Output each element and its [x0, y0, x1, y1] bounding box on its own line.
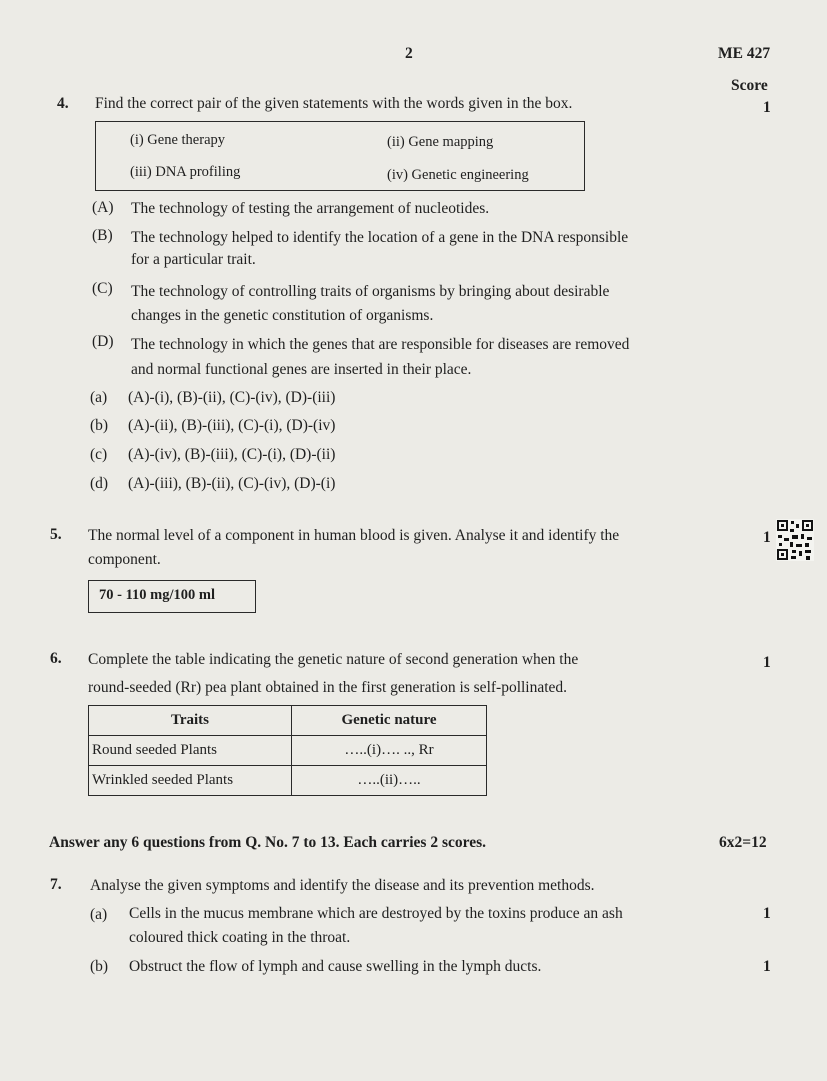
word-box-item: (iv) Genetic engineering — [387, 167, 529, 183]
option-label: (d) — [90, 475, 109, 492]
table-header-row — [89, 706, 487, 736]
part-text: Cells in the mucus membrane which are destroyed by the toxins produce an ash — [129, 905, 623, 922]
paper-code: ME 427 — [718, 45, 771, 62]
statement-text: The technology of testing the arrangement of nucleotides. — [131, 200, 490, 217]
option-label: (b) — [90, 417, 109, 434]
score-heading: Score — [731, 77, 768, 94]
word-box-item: (iii) DNA profiling — [130, 164, 241, 180]
statement-text: changes in the genetic constitution of organisms. — [131, 307, 434, 324]
part-text: Obstruct the flow of lymph and cause swelling in the lymph ducts. — [129, 958, 542, 975]
option-text: (A)-(iv), (B)-(iii), (C)-(i), (D)-(ii) — [128, 446, 336, 463]
blood-level-value: 70 - 110 mg/100 ml — [99, 587, 215, 603]
q7-number: 7. — [50, 876, 62, 893]
statement-label: (C) — [92, 280, 113, 297]
table-cell: Round seeded Plants — [89, 736, 292, 766]
q6-text-line: Complete the table indicating the genetic nature of second generation when the — [88, 651, 579, 668]
qr-code-icon — [776, 519, 814, 561]
option-text: (A)-(i), (B)-(ii), (C)-(iv), (D)-(iii) — [128, 389, 336, 406]
blood-level-box — [88, 580, 256, 613]
option-label: (c) — [90, 446, 108, 463]
part-text: coloured thick coating in the throat. — [129, 929, 351, 946]
table-cell: …..(ii)….. — [292, 766, 487, 796]
statement-text: The technology in which the genes that are responsible for diseases are removed — [131, 336, 630, 353]
word-box-item: (i) Gene therapy — [130, 132, 226, 148]
q5-score: 1 — [763, 529, 771, 546]
statement-text: for a particular trait. — [131, 251, 256, 268]
q6-number: 6. — [50, 650, 62, 667]
genetic-nature-table — [88, 705, 487, 796]
statement-text: The technology of controlling traits of organisms by bringing about desirable — [131, 283, 610, 300]
q5-text-line: The normal level of a component in human blood is given. Analyse it and identify the — [88, 527, 620, 544]
part-label: (b) — [90, 958, 109, 975]
q4-text: Find the correct pair of the given statements with the words given in the box. — [95, 95, 573, 112]
option-text: (A)-(ii), (B)-(iii), (C)-(i), (D)-(iv) — [128, 417, 336, 434]
q4-word-box — [95, 121, 585, 191]
table-header: Genetic nature — [292, 706, 487, 736]
option-label: (a) — [90, 389, 108, 406]
part-score: 1 — [763, 958, 771, 975]
part-label: (a) — [90, 906, 108, 923]
statement-label: (B) — [92, 227, 113, 244]
q5-text-line: component. — [88, 551, 161, 568]
option-text: (A)-(iii), (B)-(ii), (C)-(iv), (D)-(i) — [128, 475, 336, 492]
q4-score: 1 — [763, 99, 771, 116]
table-header: Traits — [89, 706, 292, 736]
table-row — [89, 766, 487, 796]
statement-label: (A) — [92, 199, 114, 216]
table-cell: …..(i)…. .., Rr — [292, 736, 487, 766]
section-instruction: Answer any 6 questions from Q. No. 7 to 13. Each carries 2 scores. — [49, 834, 486, 851]
section-marks: 6x2=12 — [719, 834, 767, 851]
page-number: 2 — [405, 45, 413, 62]
word-box-item: (ii) Gene mapping — [387, 134, 494, 150]
table-cell: Wrinkled seeded Plants — [89, 766, 292, 796]
q5-number: 5. — [50, 526, 62, 543]
q4-number: 4. — [57, 95, 69, 112]
part-score: 1 — [763, 905, 771, 922]
q6-score: 1 — [763, 654, 771, 671]
table-row — [89, 736, 487, 766]
q6-text-line: round-seeded (Rr) pea plant obtained in the first generation is self-pollinated. — [88, 679, 568, 696]
statement-text: The technology helped to identify the location of a gene in the DNA responsible — [131, 229, 629, 246]
statement-text: and normal functional genes are inserted in their place. — [131, 361, 472, 378]
statement-label: (D) — [92, 333, 114, 350]
q7-text: Analyse the given symptoms and identify the disease and its prevention methods. — [90, 877, 595, 894]
